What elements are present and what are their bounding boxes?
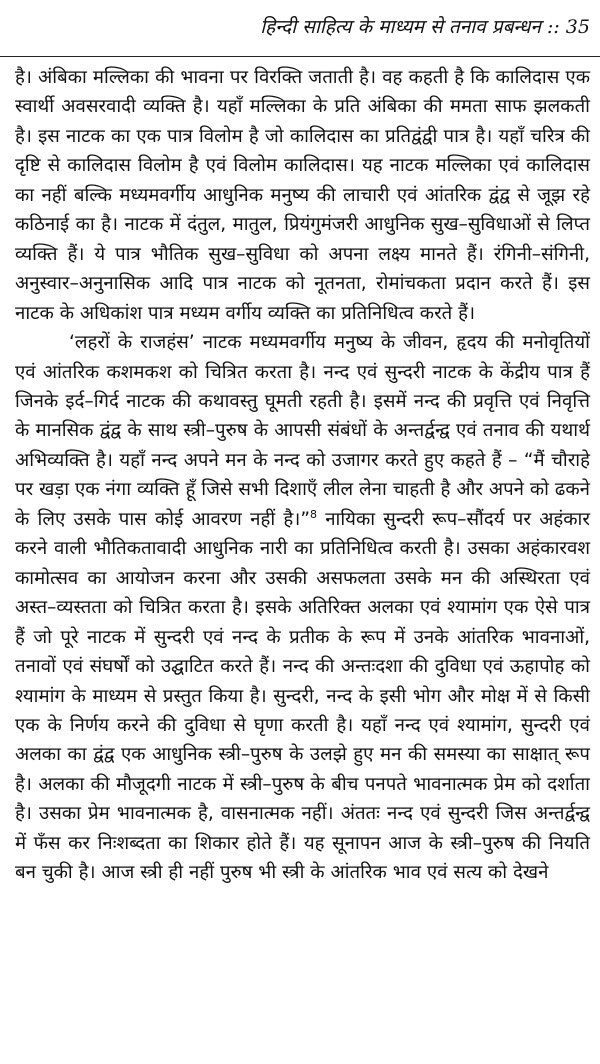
header-title: हिन्दी साहित्य के माध्यम से तनाव प्रबन्धन :: 35 [260, 16, 590, 38]
paragraph-2-text-before: ‘लहरों के राजहंस’ नाटक मध्यमवर्गीय मनुष्य के जीवन, हृदय की मनोवृतियों एवं आंतरिक कशमकश को चित्रित करता है। नन्द एवं सुन्दरी नाटक के केंद्रीय पात्र हैं जिनके इर्द–गिर्द नाटक की कथावस्तु घूमती रहती है। इसमें नन्द की प्रवृत्ति एवं निवृत्ति के मानसिक द्वंद्व के साथ स्त्री–पुरुष के आपसी संबंधों के अन्तर्द्वन्द्व एवं तनाव की यथार्थ अभिव्यक्ति है। यहाँ नन्द अपने मन के नन्द को उजागर करते हुए कहते हैं – “मैं चौराहे पर खड़ा एक नंगा व्यक्ति हूँ जिसे सभी दिशाएँ लील लेना चाहती है और अपने को ढकने के लिए उसके पास कोई आवरण नहीं है।” [15, 332, 590, 530]
paragraph-2 [15, 328, 590, 888]
footnote-ref: 8 [309, 507, 317, 521]
page-body [15, 63, 590, 888]
header-rule [0, 56, 600, 57]
running-header [0, 12, 600, 48]
paragraph-2-text-after: नायिका सुन्दरी रूप–सौंदर्य पर अहंकार करने वाली भौतिकतावादी आधुनिक नारी का प्रतिनिधित्व करती है। उसका अहंकारवश कामोत्सव का आयोजन करना और उसकी असफलता उसके मन की अस्थिरता एवं अस्त–व्यस्तता को चित्रित करता है। इसके अतिरिक्त अलका एवं श्यामांग एक ऐसे पात्र हैं जो पूरे नाटक में सुन्दरी एवं नन्द के प्रतीक के रूप में उनके आंतरिक भावनाओं, तनावों एवं संघर्षों को उद्घाटित करते हैं। नन्द की अन्तःदशा की दुविधा एवं ऊहापोह को श्यामांग के माध्यम से प्रस्तुत किया है। सुन्दरी, नन्द के इसी भोग और मोक्ष में से किसी एक के निर्णय करने की दुविधा से घृणा करती है। यहाँ नन्द एवं श्यामांग, सुन्दरी एवं अलका का द्वंद्व एक आधुनिक स्त्री–पुरुष के उलझे हुए मन की समस्या का साक्षात् रूप है। अलका की मौजूदगी नाटक में स्त्री–पुरुष के बीच पनपते भावनात्मक प्रेम को दर्शाता है। उसका प्रेम भावनात्मक है, वासनात्मक नहीं। अंततः नन्द एवं सुन्दरी जिस अन्तर्द्वन्द्व में फँस कर निःशब्दता का शिकार होते हैं। यह सूनापन आज के स्त्री–पुरुष की नियति बन चुकी है। आज स्त्री ही नहीं पुरुष भी स्त्री के आंतरिक भाव एवं सत्य को देखने [15, 508, 590, 884]
paragraph-1: है। अंबिका मल्लिका की भावना पर विरक्ति जताती है। वह कहती है कि कालिदास एक स्वार्थी अवसरवादी व्यक्ति है। यहाँ मल्लिका के प्रति अंबिका की ममता साफ झलकती है। इस नाटक का एक पात्र विलोम है जो कालिदास का प्रतिद्वंद्वी पात्र है। यहाँ चरित्र की दृष्टि से कालिदास विलोम है एवं विलोम कालिदास। यह नाटक मल्लिका एवं कालिदास का नहीं बल्कि मध्यमवर्गीय आधुनिक मनुष्य की लाचारी एवं आंतरिक द्वंद्व से जूझ रहे कठिनाई का है। नाटक में दंतुल, मातुल, प्रियंगुमंजरी आधुनिक सुख–सुविधाओं से लिप्त व्यक्ति हैं। ये पात्र भौतिक सुख–सुविधा को अपना लक्ष्य मानते हैं। रंगिनी–संगिनी, अनुस्वार–अनुनासिक आदि पात्र नाटक को नूतनता, रोमांचकता प्रदान करते हैं। इस नाटक के अधिकांश पात्र मध्यम वर्गीय व्यक्ति का प्रतिनिधित्व करते हैं। [15, 67, 590, 324]
